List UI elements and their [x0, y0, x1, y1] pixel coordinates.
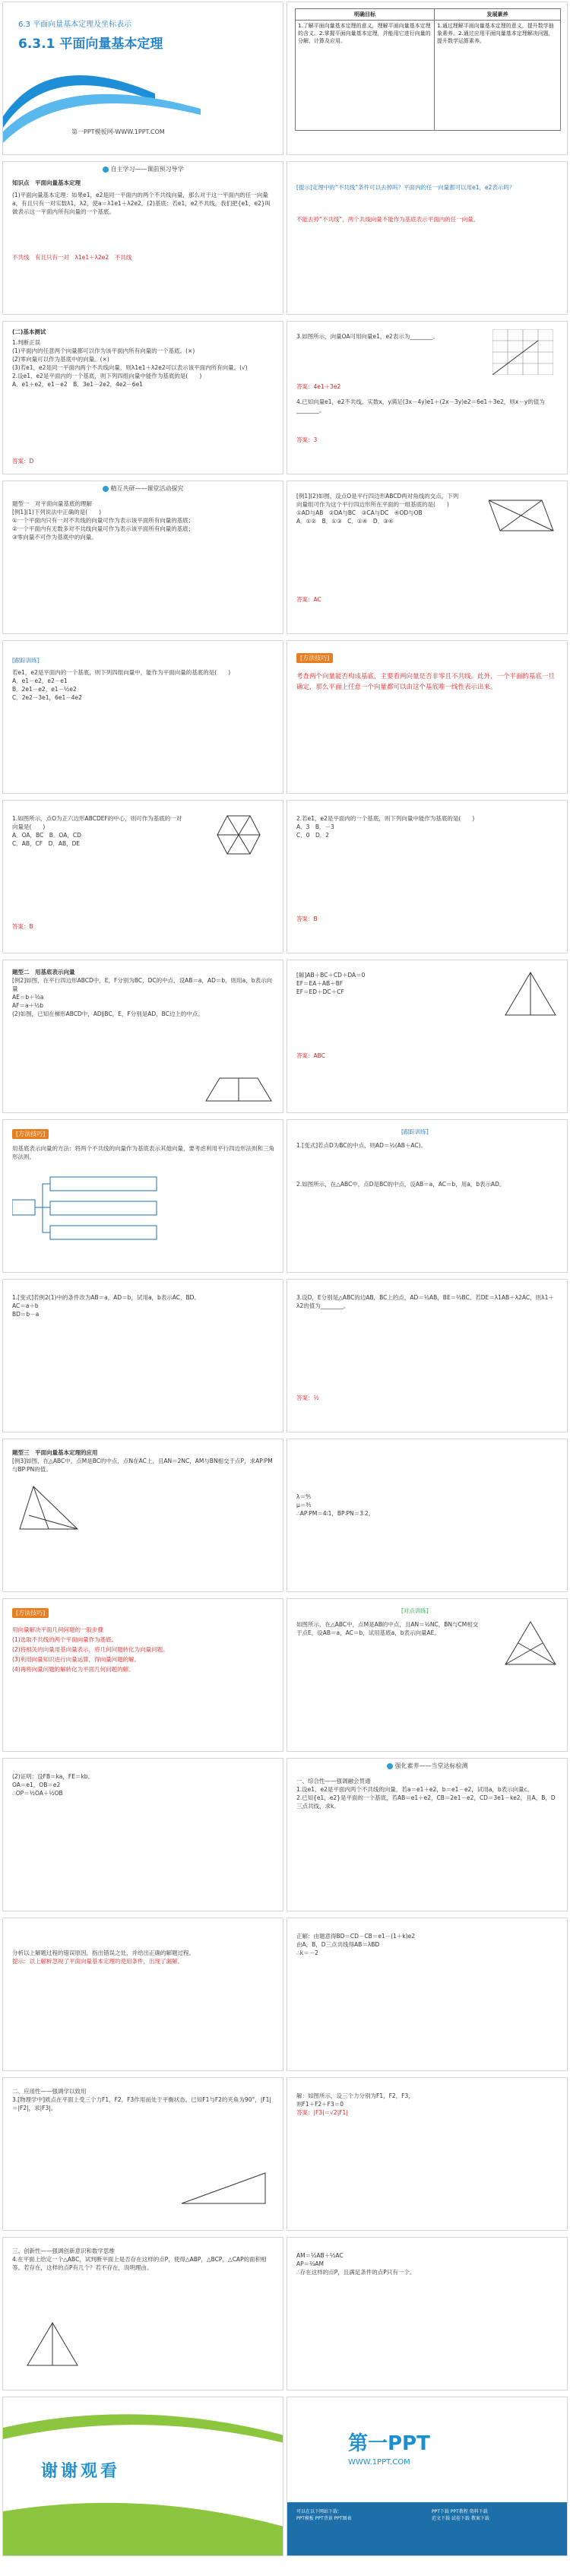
slide-self-study: [2, 161, 283, 315]
slide-type2-solution: [287, 960, 568, 1113]
goals-right: 1.通过理解平面向量基本定理的意义，提升数学抽象素养。2.通过应用平面向量基本定理解决问题，提升数学运算素养。: [435, 21, 561, 131]
slide-method-3: [2, 1598, 283, 1752]
tracking-items: 若e1，e2是平面内的一个基底，则下列四组向量中，能作为平面向量的基底的是( ) A．e1－e2，e2－e1 B．2e1－e2，e1－½e2 C．2e2－3e1，6e1－4e2: [12, 669, 231, 701]
triangle-center-figure: [26, 2321, 79, 2367]
hexagon-figure: [216, 814, 261, 856]
slide-header: 自主学习——课前预习导学: [3, 165, 283, 173]
q2-items: 2.若e1，e2是平面内的一个基底，则下列向量中能作为基底的是( ) A．3 B．－3 C．0 D．2: [296, 815, 475, 839]
slide-variation: [2, 1279, 283, 1432]
example-text: [例1](2)如图，设点O是平行四边形ABCD两对角线的交点，下列向量组可作为这个平行四边形所在平面的一组基底的是( ) ①AD与AB ②DA与BC ③CA与DC ④OD与OB A．①② B．①③ C．①④ D．③④: [296, 493, 459, 525]
slide-cover: [2, 2, 283, 155]
method-2-body: 用基底表示向量的方法：将两个不共线的向量作为基底表示其他向量，要考虑利用平行四边形法则和三角形法则。: [12, 1145, 274, 1160]
q2-answer: 答案：B: [296, 915, 318, 922]
slide-method-2: [2, 1119, 283, 1273]
method-label: [方法技巧]: [12, 1608, 49, 1618]
goals-head-left: 明确目标: [296, 9, 435, 21]
hint-question: [提示]定理中的“不共线”条件可以去掉吗？平面内的任一向量都可以用e1，e2表示吗？: [296, 184, 515, 191]
thanks-text: 谢谢观看: [41, 2462, 121, 2481]
basic-test-answer: 答案：D: [12, 458, 34, 465]
slide-error-analysis: [2, 1918, 283, 2071]
slide-goals: [287, 2, 568, 155]
type3-solution: λ＝⅘ μ＝⅗ ∴AP∶PM＝4∶1，BP∶PN＝3∶2。: [296, 1493, 375, 1517]
slide-application: [2, 2077, 283, 2231]
keyword-red: 不共线 有且只有一对 λ1e1＋λ2e2 不共线: [12, 254, 132, 261]
slide-basic-test-2: [287, 321, 568, 474]
triangle-figure: [504, 971, 557, 1017]
force-figure: [178, 2169, 269, 2207]
slide-innovation: [2, 2237, 283, 2390]
slide-basic-test: [2, 321, 283, 474]
point-training-head: [对点训练]: [401, 1607, 429, 1614]
knowledge-body: (1)平面向量基本定理：如果e1，e2是同一平面内的两个不共线向量，那么对于这一平面内的任一向量a，有且只有一对实数λ1，λ2，使a＝λ1e1＋λ2e2。(2)基底：若e1，e2不共线，我们把{e1，e2}叫做表示这一平面内所有向量的一个基底。: [12, 192, 271, 215]
strengthen-items: 一、综合性——强调融会贯通 1.设e1，e2是平面内两个不共线的向量，若a＝e1＋e2，b＝e1－e2，试用a，b表示向量c。 2.已知{e1，e2}是平面的一个基底，若AB＝e1＋e2，CB＝2e1－e2，CD＝3e1－ke2，且A，B，D三点共线，求k。: [296, 1778, 556, 1810]
cover-title: 6.3.1 平面向量基本定理: [18, 36, 163, 52]
method-label: [方法技巧]: [296, 653, 333, 663]
tracking-2-items: 1.[变式]若点D为BC的中点，则AD＝½(AB＋AC)。 2.如图所示，在△ABC中，点D是BC的中点，设AB＝a，AC＝b，用a，b表示AD。: [296, 1142, 505, 1188]
slide-thanks: [2, 2397, 283, 2556]
slide-tracking-2: [287, 1119, 568, 1273]
correct-solution: 正解：由题意得BD＝CD－CB＝e1－(1＋k)e2 由A，B，D三点共线得AB＝λBD ∴k＝－2: [296, 1933, 416, 1956]
hint-answer: 不能去掉“不共线”，两个共线向量不能作为基底表示平面内的任一向量。: [296, 216, 480, 223]
slide-header: 强化素养——当堂达标检测: [287, 1762, 567, 1770]
tracking-2-head: [跟踪训练]: [401, 1128, 429, 1135]
innovation-items: 三、创新性——强调创新意识和数学思维 4.在平面上给定一个△ABC，试判断平面上是否存在这样的点P，使得△ABP，△BCP，△CAP的面积相等。若存在，这样的点P有几个？若不存在，说明理由。: [12, 2248, 267, 2271]
slide-example-1b: [287, 481, 568, 634]
proof-items: (2)证明：设FB＝ka，FE＝kb。 OA＝e1，OB＝e2 ∴OP＝½OA＋½OB: [12, 1773, 94, 1797]
knowledge-title: 知识点 平面向量基本定理: [12, 179, 81, 186]
q3: 3.如图所示，向量OA可用向量e1，e2表示为________。: [296, 333, 439, 340]
slide-q2: [287, 800, 568, 953]
basic-test-title: (二)基本测试: [12, 328, 46, 335]
header-marker-icon: [387, 1763, 393, 1769]
slide-type3: [2, 1439, 283, 1592]
slide-hint: [287, 161, 568, 315]
cover-section: 6.3 平面向量基本定理及坐标表示: [18, 21, 132, 29]
basic-test-items: 1.判断正误 (1)平面内的任意两个向量都可以作为该平面内所有向量的一个基底。(×) (2)零向量可以作为基底中的向量。(×) (3)若e1，e2是同一平面内两个不共线向量，则λ1e1＋λ2e2可以表示该平面内所有向量。(√) 2.设e1，e2是平面内的一个基底，则下列四组向量中能作为基底的是( ) A．e1＋e2，e1－e2 B．3e1－2e2，4e2－6e1: [12, 339, 248, 388]
slide-q3-de: [287, 1279, 568, 1432]
tracking-head: [跟踪训练]: [12, 657, 40, 664]
goals-table: [295, 8, 561, 131]
q3-answer: 答案：4e1＋3e2: [296, 383, 341, 390]
slide-method: [287, 640, 568, 794]
slide-proof: [2, 1758, 283, 1911]
method-3-items: 用向量解决平面几何问题的一般步骤 (1)选取不共线的两个平面向量作为基底。 (2)将相关的向量用基向量表示，将几何问题转化为向量问题。 (3)利用向量知识进行向量运算，得向量问题的解。 (4)再将向量问题的解转化为平面几何问题的解。: [12, 1626, 169, 1673]
application-solution: 解：如图所示，设三个力分别为F1，F2，F3， 则F1＋F2＋F3＝0 答案：|F3|＝√2|F1|: [296, 2092, 414, 2116]
q3-de-answer: 答案：½: [296, 1394, 319, 1401]
slide-application-solution: [287, 2077, 568, 2231]
slide-header: 精互共研——课堂活动探究: [3, 484, 283, 493]
header-marker-icon: [103, 167, 109, 173]
q4-answer: 答案：3: [296, 436, 318, 443]
brand-logo: 第一PPT: [348, 2432, 430, 2455]
point-training-body: 如图所示，在△ABC中，点M是AB的中点，且AN＝½NC，BN与CM相交于点E，设AB＝a，AC＝b，试用基底a，b表示向量AE。: [296, 1621, 479, 1636]
type3-items: 题型三 平面向量基本定理的应用 [例3]如图，在△ABC中，点M是BC的中点，点N在AC上，且AN＝2NC，AM与BN相交于点P，求AP∶PM与BP∶PN的值。: [12, 1449, 273, 1473]
footer-col-2: PPT下载 PPT教程 资料下载 范文下载 试卷下载 教案下载: [432, 2509, 489, 2521]
slide-point-training: [287, 1598, 568, 1752]
slide-strengthen: [287, 1758, 568, 1911]
type2-items: 题型二 用基底表示向量 [例2]如图，在平行四边形ABCD中，E，F分别为BC，DC的中点，设AB＝a，AD＝b，则用a，b表示向量 AE＝b＋½a AF＝a＋½b (2)如图，已知在梯形ABCD中，AD∥BC，E，F分别是AD，BC边上的中点。: [12, 969, 272, 1017]
triangle-p-figure: [18, 1485, 79, 1531]
hexagon-items: 1.如图所示，点O为正六边形ABCDEF的中心，则可作为基底的一对向量是( ) A．OA，BC B．OA，CD C．AB，CF D．AB，DE: [12, 815, 182, 847]
application-items: 二、应用性——强调学以致用 3.[物理学中]质点在平面上受三个力F1，F2，F3作用而处于平衡状态，已知F1与F2的夹角为90°，|F1|＝|F2|，求|F3|。: [12, 2088, 271, 2111]
method-flowchart: [12, 1173, 164, 1249]
triangle-e-figure: [504, 1620, 557, 1666]
slide-hexagon: [2, 800, 283, 953]
type2-answer: 答案：ABC: [296, 1052, 325, 1059]
slide-correct-solution: [287, 1918, 568, 2071]
type2-solution: [解]AB＋BC＋CD＋DA＝0 EF＝EA＋AB＋BF EF＝ED＋DC＋CF: [296, 972, 366, 995]
footer-col-1: 可以在以下网站下载： PPT模板 PPT背景 PPT图表: [296, 2509, 352, 2521]
slide-tracking: [2, 640, 283, 794]
trapezoid-figure: [204, 1074, 273, 1105]
slide-innovation-solution: [287, 2237, 568, 2390]
variation-items: 1.[变式]若例2(1)中的条件改为AB＝a，AD＝b，试用a，b表示AC，BD。 AC＝a＋b BD＝b－a: [12, 1294, 200, 1318]
method-label: [方法技巧]: [12, 1129, 49, 1139]
method-body: 考查两个向量能否构成基底，主要看两向量是否非零且不共线。此外，一个平面的基底一旦确定，那么平面上任意一个向量都可以由这个基底唯一线性表示出来。: [296, 673, 556, 691]
parallelogram-figure: [489, 496, 557, 535]
q4: 4.已知向量e1，e2不共线，实数x，y满足(3x－4y)e1＋(2x－3y)e2＝6e1＋3e2，则x－y的值为________。: [296, 398, 545, 414]
goals-head-right: 发展素养: [435, 9, 561, 21]
innovation-solution: AM＝½AB＋½AC AP＝⅔AM ∴存在这样的点P，且满足条件的点P只有一个。: [296, 2252, 416, 2276]
goals-left: 1.了解平面向量基本定理的意义，理解平面向量基本定理的含义。2.掌握平面向量基本定理，并能用它进行向量的分解、计算及应用。: [296, 21, 435, 131]
slide-brand: [287, 2397, 568, 2556]
brand-url: WWW.1PPT.COM: [348, 2458, 410, 2467]
q3-de: 3.设D，E分别是△ABC的边AB，BC上的点，AD＝½AB，BE＝⅔BC。若DE＝λ1AB＋λ2AC，则λ1＋λ2的值为________。: [296, 1294, 554, 1309]
hexagon-answer: 答案：B: [12, 923, 33, 930]
error-analysis: 分析以上解题过程的错误原因，指出错误之处，并给出正确的解题过程。 提示：以上解析忽视了平面向量基本定理的使用条件，出现了漏解。: [12, 1949, 195, 1965]
header-marker-icon: [103, 486, 109, 492]
slide-explore: [2, 481, 283, 634]
brand-footer: [287, 2502, 567, 2555]
slide-type3-solution: [287, 1439, 568, 1592]
explore-items: 题型一 对平面向量基底的理解 [例1](1)下列说法中正确的是( ) ①一个平面内只有一对不共线的向量可作为表示该平面所有向量的基底； ②一个平面内有无数多对不共线向量可作为表示该平面所有向量的基底； ③零向量不可作为基底中的向量。: [12, 500, 195, 541]
grid-figure: [492, 329, 553, 375]
example-answer: 答案：AC: [296, 596, 321, 603]
cover-site: 第一PPT模板网-WWW.1PPT.COM: [71, 128, 165, 135]
slide-type2: [2, 960, 283, 1113]
